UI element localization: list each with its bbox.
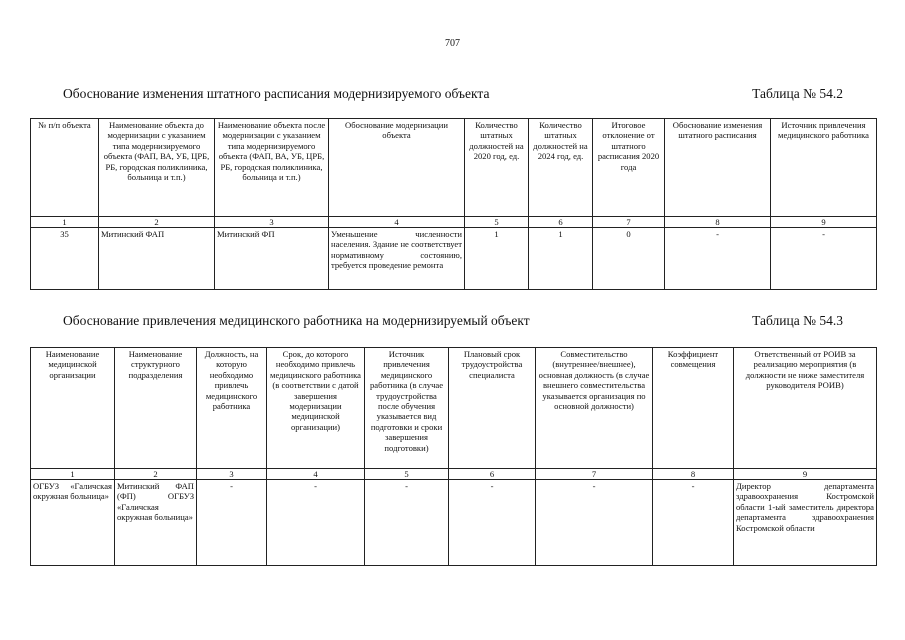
table2-header: Наименование структурного подразделения: [115, 348, 197, 469]
column-number: 8: [653, 469, 734, 480]
table2-title-row: [63, 313, 843, 329]
table1-number-row: [31, 217, 877, 228]
table2-label: Таблица № 54.3: [752, 313, 843, 328]
column-number: 3: [197, 469, 267, 480]
table-row: [31, 228, 877, 290]
table1-header: Количество штатных должностей на 2020 год, ед.: [465, 119, 529, 217]
positions-2020: 1: [465, 228, 529, 290]
table1-header: Итоговое отклонение от штатного расписания 2020 года: [593, 119, 665, 217]
deadline: -: [267, 480, 365, 566]
column-number: 5: [465, 217, 529, 228]
table1-label: Таблица № 54.2: [752, 86, 843, 101]
worker-source: -: [771, 228, 877, 290]
table2-header: Источник привлечения медицинского работника (в случае трудоустройства после обучения указывается вид подготовки и сроки завершения подготовки): [365, 348, 449, 469]
table2-header: Должность, на которую необходимо привлечь медицинского работника: [197, 348, 267, 469]
table1-header: Количество штатных должностей на 2024 год, ед.: [529, 119, 593, 217]
table-staff-schedule-change: [30, 118, 877, 290]
column-number: 4: [267, 469, 365, 480]
position: -: [197, 480, 267, 566]
table2-header: Ответственный от РОИВ за реализацию мероприятия (в должности не ниже заместителя руководителя РОИВ): [734, 348, 877, 469]
column-number: 1: [31, 217, 99, 228]
table-worker-recruitment: [30, 347, 877, 566]
column-number: 7: [593, 217, 665, 228]
table1-header: Обоснование модернизации объекта: [329, 119, 465, 217]
planned-hire-date: -: [449, 480, 536, 566]
object-before: Митинский ФАП: [99, 228, 215, 290]
column-number: 6: [449, 469, 536, 480]
table2-header: Коэффициент совмещения: [653, 348, 734, 469]
table1-title-row: [63, 86, 843, 102]
column-number: 5: [365, 469, 449, 480]
table1-header: Наименование объекта после модернизации с указанием типа модернизируемого объекта (ФАП, ВА, УБ, ЦРБ, РБ, городская поликлиника, больница и т.п.): [215, 119, 329, 217]
table2-number-row: [31, 469, 877, 480]
deviation: 0: [593, 228, 665, 290]
subdivision-name: Митинский ФАП (ФП) ОГБУЗ «Галичская окружная больница»: [115, 480, 197, 566]
recruitment-source: -: [365, 480, 449, 566]
table1-header: Источник привлечения медицинского работника: [771, 119, 877, 217]
column-number: 7: [536, 469, 653, 480]
table2-header: Плановый срок трудоустройства специалиста: [449, 348, 536, 469]
column-number: 8: [665, 217, 771, 228]
positions-2024: 1: [529, 228, 593, 290]
table2-header-row: [31, 348, 877, 469]
responsible-official: Директор департамента здравоохранения Костромской области 1-ый заместитель директора департамента здравоохранения Костромской области: [734, 480, 877, 566]
table2-title: Обоснование привлечения медицинского работника на модернизируемый объект: [63, 313, 530, 328]
table1-title: Обоснование изменения штатного расписания модернизируемого объекта: [63, 86, 490, 101]
table1-header: Обоснование изменения штатного расписания: [665, 119, 771, 217]
column-number: 3: [215, 217, 329, 228]
table1-header: Наименование объекта до модернизации с указанием типа модернизируемого объекта (ФАП, ВА, УБ, ЦРБ, РБ, городская поликлиника, больница и т.п.): [99, 119, 215, 217]
column-number: 2: [115, 469, 197, 480]
table2-header: Наименование медицинской организации: [31, 348, 115, 469]
column-number: 9: [771, 217, 877, 228]
column-number: 1: [31, 469, 115, 480]
table2-header: Совместительство (внутреннее/внешнее), основная должность (в случае внешнего совместительства указывается организация по основной должности): [536, 348, 653, 469]
modernization-reason: Уменьшение численности населения. Здание не соответствует нормативному состоянию, требуется проведение ремонта: [329, 228, 465, 290]
table-row: [31, 480, 877, 566]
change-reason: -: [665, 228, 771, 290]
table1-header-row: [31, 119, 877, 217]
table1-header: № п/п объекта: [31, 119, 99, 217]
page-number: 707: [445, 38, 460, 49]
column-number: 4: [329, 217, 465, 228]
organization-name: ОГБУЗ «Галичская окружная больница»: [31, 480, 115, 566]
column-number: 2: [99, 217, 215, 228]
column-number: 6: [529, 217, 593, 228]
combination-coefficient: -: [653, 480, 734, 566]
column-number: 9: [734, 469, 877, 480]
object-after: Митинский ФП: [215, 228, 329, 290]
part-time: -: [536, 480, 653, 566]
object-number: 35: [31, 228, 99, 290]
table2-header: Срок, до которого необходимо привлечь медицинского работника (в соответствии с датой завершения модернизации медицинской организации): [267, 348, 365, 469]
